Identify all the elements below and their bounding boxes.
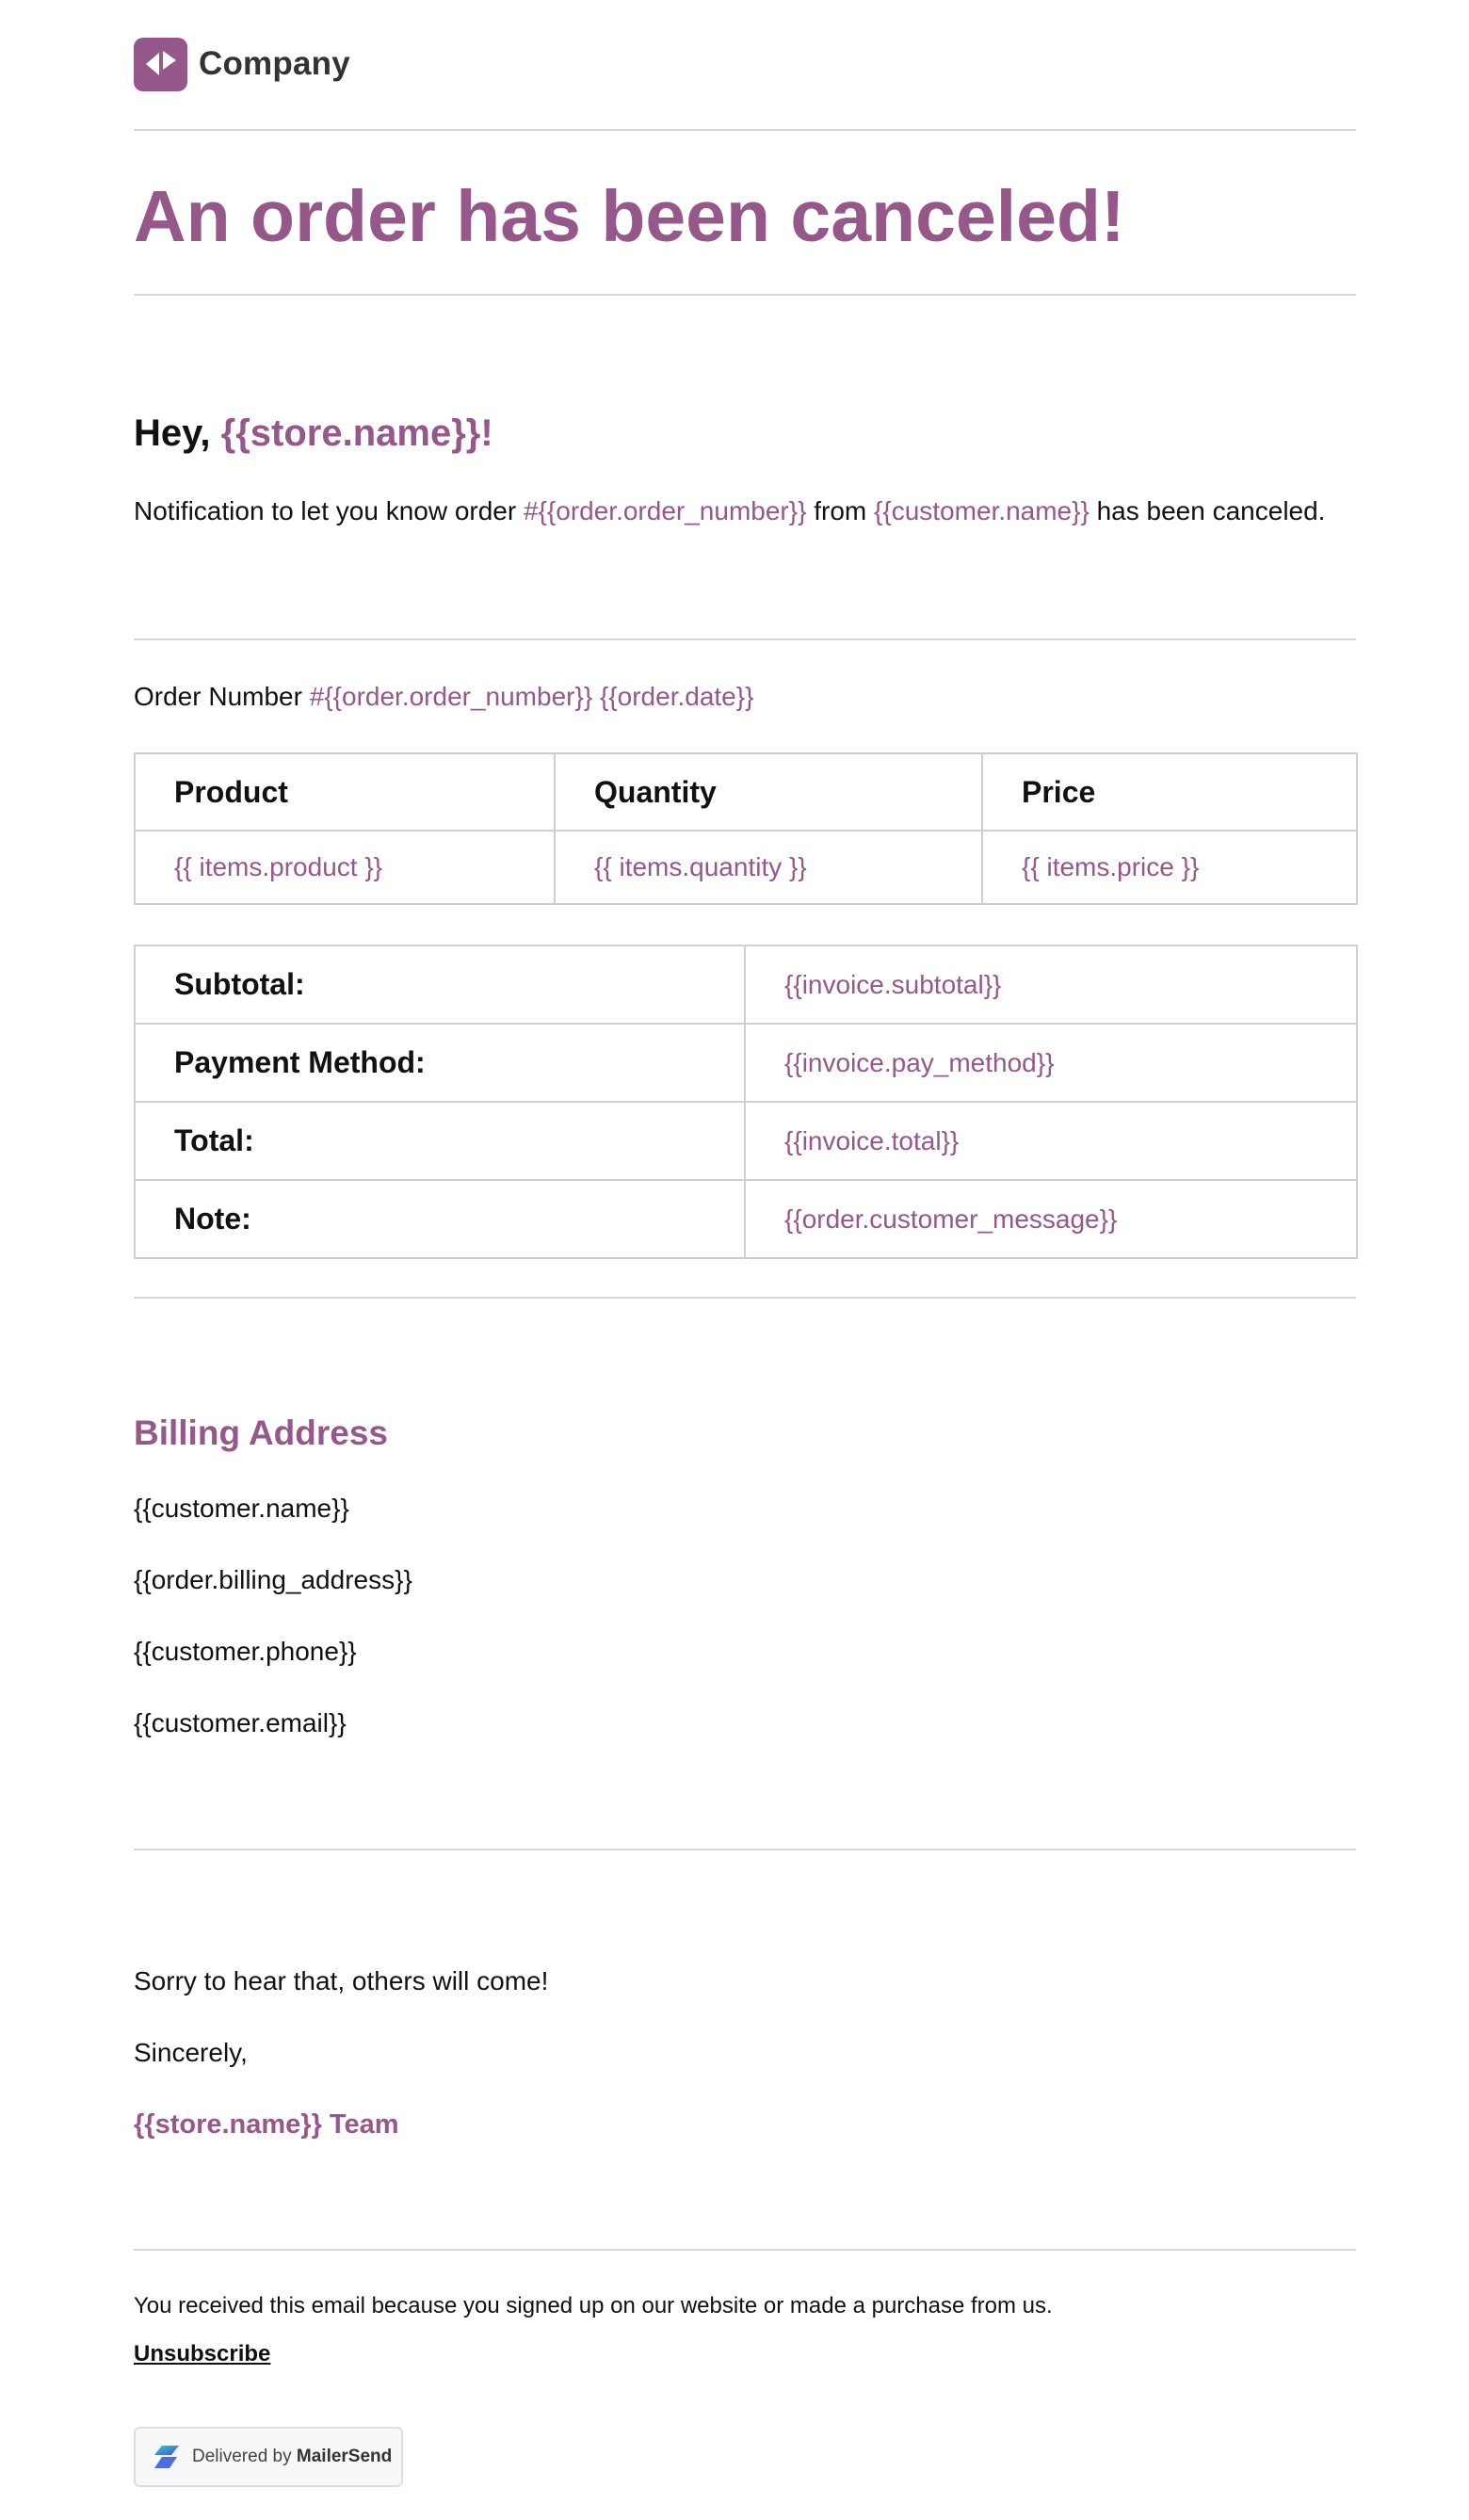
totals-value: {{order.customer_message}}: [745, 1180, 1357, 1258]
divider: [134, 1297, 1356, 1299]
table-row: [135, 1024, 1357, 1102]
divider: [134, 638, 1356, 640]
notification-part: has been canceled.: [1089, 496, 1326, 525]
column-header: Product: [135, 753, 555, 831]
greeting: [134, 407, 493, 460]
badge-brand: MailerSend: [296, 2447, 393, 2466]
signature: {{store.name}} Team: [134, 2109, 399, 2140]
table-cell: {{ items.price }}: [982, 831, 1357, 904]
order-date: {{order.date}}: [592, 682, 754, 711]
billing-line: {{order.billing_address}}: [134, 1565, 412, 1594]
unsubscribe-link[interactable]: Unsubscribe: [134, 2341, 271, 2367]
brand-header: [134, 36, 350, 92]
order-number-label: Order Number: [134, 682, 310, 711]
badge-prefix: Delivered by: [192, 2447, 297, 2466]
customer-name-ref: {{customer.name}}: [874, 496, 1090, 525]
table-cell: {{ items.quantity }}: [555, 831, 982, 904]
greeting-prefix: Hey,: [134, 412, 221, 454]
items-table: [134, 752, 1358, 905]
column-header: Price: [982, 753, 1357, 831]
totals-label: Total:: [135, 1102, 745, 1180]
divider: [134, 1849, 1356, 1850]
table-row: [135, 831, 1357, 904]
table-row: [135, 1180, 1357, 1258]
greeting-store-name: {{store.name}}!: [220, 412, 493, 454]
notification-part: Notification to let you know order: [134, 496, 524, 525]
divider: [134, 129, 1356, 131]
page-title: An order has been canceled!: [134, 176, 1125, 257]
notification-text: [134, 493, 1325, 530]
totals-label: Payment Method:: [135, 1024, 745, 1102]
billing-line: {{customer.phone}}: [134, 1637, 357, 1666]
divider: [134, 294, 1356, 296]
mailersend-badge[interactable]: [134, 2427, 403, 2487]
mailersend-logo-icon: [153, 2444, 181, 2470]
table-row: [135, 945, 1357, 1024]
table-cell: {{ items.product }}: [135, 831, 555, 904]
divider: [134, 2249, 1356, 2251]
notification-part: from: [806, 496, 874, 525]
brand-name: Company: [199, 45, 350, 82]
order-number-ref: #{{order.order_number}}: [523, 496, 807, 525]
badge-text: [192, 2447, 392, 2467]
totals-label: Subtotal:: [135, 945, 745, 1024]
billing-line: {{customer.name}}: [134, 1494, 349, 1523]
order-number-value: #{{order.order_number}}: [309, 682, 593, 711]
column-header: Quantity: [555, 753, 982, 831]
totals-label: Note:: [135, 1180, 745, 1258]
closing-message: Sorry to hear that, others will come!: [134, 1966, 549, 1995]
table-row: [135, 1102, 1357, 1180]
billing-address-heading: Billing Address: [134, 1413, 389, 1452]
totals-value: {{invoice.total}}: [745, 1102, 1357, 1180]
totals-table: [134, 945, 1358, 1259]
table-header-row: [135, 753, 1357, 831]
totals-value: {{invoice.subtotal}}: [745, 945, 1357, 1024]
totals-value: {{invoice.pay_method}}: [745, 1024, 1357, 1102]
billing-line: {{customer.email}}: [134, 1708, 347, 1737]
closing-sincerely: Sincerely,: [134, 2038, 248, 2067]
order-number-line: [134, 678, 753, 716]
footer-notice: You received this email because you signed up on our website or made a purchase from us.: [134, 2293, 1053, 2318]
play-arrows-icon: [134, 38, 187, 91]
